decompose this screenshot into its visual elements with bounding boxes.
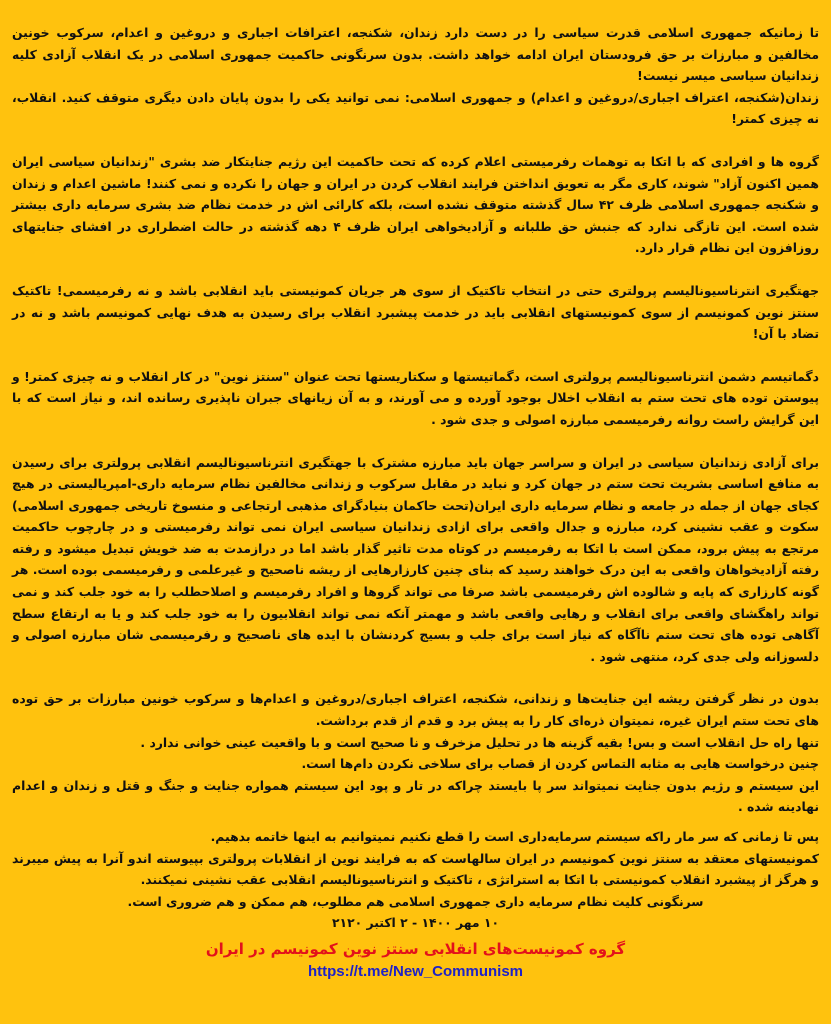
revolution-line: بدون در نظر گرفتن ریشه این جنایت‌ها و زندانی، شکنجه، اعتراف اجباری/دروغین و اعدام‌ها و سرکوب خونین مبارزات بر حق توده های تحت ستم ایران غیره، نمیتوان ذره‌ای کار را به پیش برد و قدم از قدم برداشت. <box>12 691 819 729</box>
revolution-line: تنها راه حل انقلاب است و بس! بقیه گزینه ها در تحلیل مزخرف و نا صحیح است و با واقعیت عینی خوانی ندارد . <box>140 734 819 750</box>
slogan: سرنگونی کلیت نظام سرمایه داری جمهوری اسلامی هم مطلوب، هم ممکن و هم ضروری است. <box>127 893 704 909</box>
revolution-line: چنین درخواست هایی به مثابه التماس کردن از قصاب برای سلاخی نکردن دام‌ها است. <box>301 756 819 772</box>
telegram-link[interactable]: https://t.me/New_Communism <box>307 962 524 980</box>
group-signature: گروه کمونیست‌های انقلابی سنتز نوین کمونیسم در ایران <box>205 939 626 958</box>
revolution-line: این سیستم و رژیم بدون جنایت نمیتواند سر پا بایستد چراکه در تار و پود این سیستم همواره جنایت و جنگ و قتل و زندان و اعدام نهادینه شده . <box>12 777 819 815</box>
reformism-critique-paragraph: گروه ها و افرادی که با اتکا به توهمات رفرمیستی اعلام کرده که تحت حاکمیت این رژیم جنایتکار ضد بشری "زندانیان سیاسی ایران همین اکنون آزاد" شوند، کاری مگر به تعویق انداختن فرایند انقلاب کردن در ایران و جهان را نکرده و نمی کنند! ماشین اعدام و زندان و شکنجه جمهوری اسلامی ظرف ۴۲ سال گذشته متوقف نشده است، بلکه کارائی اش در خدمت نظام ضد بشری سرمایه داری بیشتر شده است. این تازگی ندارد که جنبش حق طلبانه و آزادیخواهی ایران ظرف ۴ دهه گذشته در حالت اضطراری در افشای جنایتهای روزافزون این نظام قرار دارد. <box>12 153 819 256</box>
internationalism-paragraph: جهتگیری انترناسیونالیسم پرولتری حتی در انتخاب تاکتیک از سوی هر جریان کمونیستی باید انقلابی باشد و نه رفرمیسمی! تاکتیک سنتز نوین کمونیسم از سوی کمونیستهای انقلابی باید در خدمت پیشبرد انقلاب برای رسیدن به هدف نهایی کمونیسم باشد و نه در تضاد با آن! <box>12 282 819 342</box>
date: ۱۰ مهر ۱۴۰۰ - ۲ اکتبر ۲۱۲۰ <box>331 914 500 930</box>
political-prisoners-paragraph: برای آزادی زندانیان سیاسی در ایران و سراسر جهان باید مبارزه مشترک با جهتگیری انترناسیونالیسم انقلابی پرولتری برای رسیدن به منافع اساسی بشریت تحت ستم در جهان کرد و نباید در مقابل سرکوب و زندانی مخالفین نظام سرمایه داری-امپریالیستی در هیچ کجای جهان از جمله در جامعه و نظام سرمایه داری ایران(تحت حاکمان بنیادگرای مذهبی ارتجاعی و منسوخ تاریخی جمهوری اسلامی) سکوت و عقب نشینی کرد، مبارزه و جدال واقعی برای ازادی زندانیان سیاسی ایران نمی تواند رفرمیستی و در چارچوب حاکمیت مرتجع به پیش برود، ممکن است با اتکا به رفرمیسم در کوتاه مدت تاثیر گذار باشد اما در درازمدت به ضد خویش تبدیل میشود و رفته رفته آزادیخواهان واقعی به این درک خواهند رسید که بنای چنین کارزارهایی از ریشه ناصحیح و غیرعلمی و رفرمیسمی بوده است. هر گونه کارزاری که پایه و شالوده اش رفرمیسمی باشد صرفا می تواند گروها و افراد رفرمیسم و اصلاحطلب را به خود جلب کند و نمی تواند راهگشای واقعی برای انقلاب و رهایی واقعی باشد و مهمتر آنکه نمی تواند انقلابیون را به خود جلب کند و یا به ارتقاع سطح آگاهی توده های تحت ستم ناآگاه که نیاز است برای جلب و بسیج کردنشان با ایده های ناصحیح و رفرمیسمی شان مبارزه اصولی و دلسوزانه ولی جدی کرد، منتهی شود . <box>12 454 819 664</box>
intro-paragraph-2: زندان(شکنجه، اعتراف اجباری/دروغین و اعدام) و جمهوری اسلامی: نمی توانید یکی را بدون پایان دادن دیگری متوقف کنید. انقلاب، نه چیزی کمتر! <box>12 89 819 127</box>
conclusion-line: کمونیستهای معتقد به سنتز نوین کمونیسم در ایران سالهاست که به فرایند نوین از انقلابات پرولتری بپیوسته اندو آنرا به پیش میبرند و هرگز از پیشبرد انقلاب کمونیستی با اتکا به استراتژی ، تاکتیک و انترناسیونالیسم انقلابی عقب نشینی نمیکنند. <box>12 850 819 888</box>
dogmatism-paragraph: دگماتیسم دشمن انترناسیونالیسم پرولتری است، دگماتیستها و سکتاریستها تحت عنوان "سنتز نوین" در کار انقلاب و نه چیزی کمتر! و پیوستن توده های تحت ستم به انقلاب اخلال بوجود آورده و می آورند، و به آن زیانهای جبران ناپذیری رسانده اند، و نیاز است که با این گرایش راست روانه رفرمیسمی مبارزه اصولی و جدی شود . <box>12 368 819 427</box>
conclusion-line: پس تا زمانی که سر مار راکه سیستم سرمایه‌داری است را قطع نکنیم نمیتوانیم به اینها خاتمه بدهیم. <box>210 829 819 844</box>
revolution-paragraph <box>12 688 819 818</box>
conclusion-paragraph <box>12 826 819 891</box>
intro-paragraph-1: تا زمانیکه جمهوری اسلامی قدرت سیاسی را در دست دارد زندان، شکنجه، اعترافات اجباری و دروغین و اعدام، سرکوب خونین مخالفین و مبارزات بر حق فرودستان ایران ادامه خواهد داشت. بدون سرنگونی حاکمیت جمهوری اسلامی در یک انقلاب آزادی کلیه زندانیان سیاسی میسر نیست! <box>12 25 819 84</box>
